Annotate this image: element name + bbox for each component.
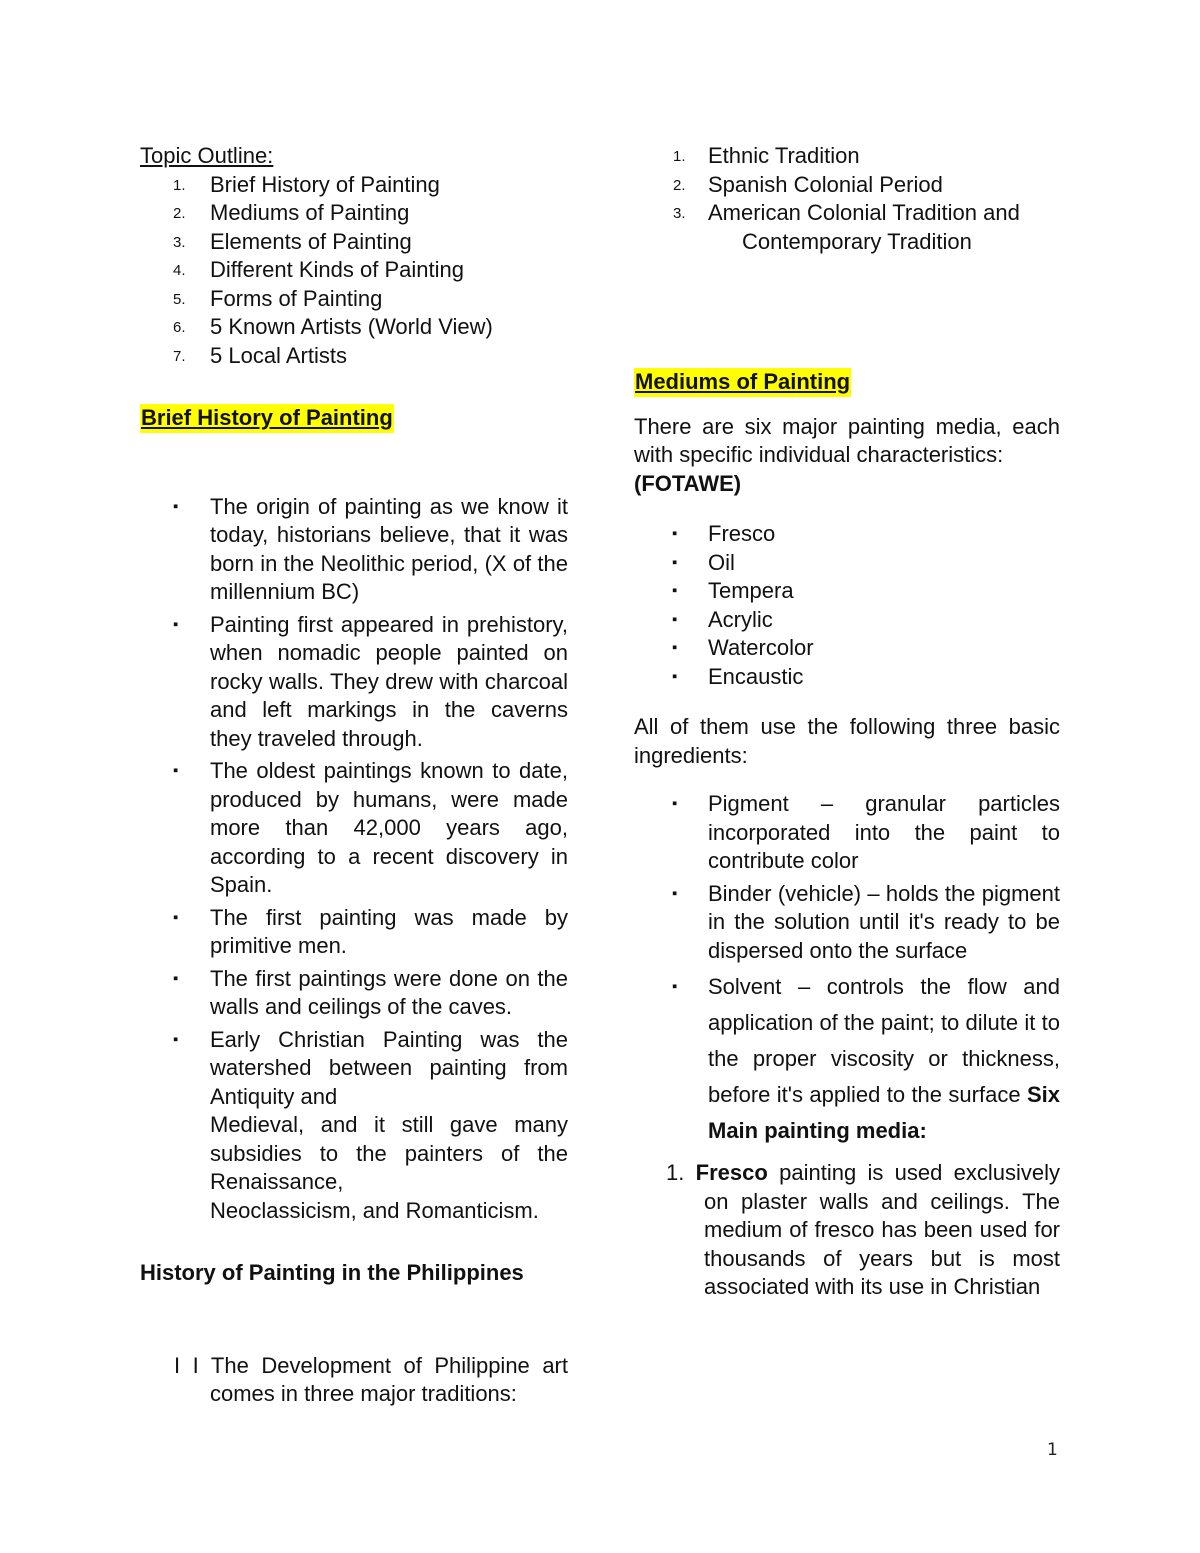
list-item: ▪ The oldest paintings known to date, produced by humans, were made more than 42,000 years ago, according to a recent discovery in Spain. <box>173 758 568 897</box>
history-bullets <box>140 493 568 1226</box>
ingredients-list <box>634 790 1060 1149</box>
list-item: ▪ Solvent – controls the flow and application of the paint; to dilute it to the proper viscosity or thickness, before it's applied to the surface Six Main painting media: <box>672 974 1060 1143</box>
right-column <box>634 142 1060 1302</box>
list-item: ▪ Binder (vehicle) – holds the pigment in the solution until it's ready to be dispersed onto the surface <box>672 880 1060 963</box>
traditions-list <box>634 142 1060 228</box>
list-item: 6. 5 Known Artists (World View) <box>173 314 493 339</box>
list-item: 3. Elements of Painting <box>173 228 412 254</box>
list-item: 4. Different Kinds of Painting <box>173 257 464 282</box>
list-item: ▪ Tempera <box>672 578 794 603</box>
list-item: 5. Forms of Painting <box>173 285 383 311</box>
list-item: ▪ The first painting was made by primitive men. <box>173 904 568 958</box>
media-list <box>634 520 1060 691</box>
mediums-heading: Mediums of Painting <box>634 368 851 397</box>
list-item: 3. American Colonial Tradition and <box>673 200 1020 225</box>
page-number: 1 <box>1047 1440 1058 1460</box>
list-item: ▪ Pigment – granular particles incorporated into the paint to contribute color <box>672 791 1060 873</box>
list-item: 2. Mediums of Painting <box>173 200 410 225</box>
list-item: ▪ Early Christian Painting was the watershed between painting from Antiquity and Medieval, and it still gave many subsidies to the painters of the Renaissance, Neoclassicism, and Romanticism. <box>173 1026 568 1223</box>
list-item: ▪ Painting first appeared in prehistory, when nomadic people painted on rocky walls. They drew with charcoal and left markings in the caverns they traveled through. <box>173 611 568 751</box>
traditions-continuation: Contemporary Tradition <box>742 228 972 254</box>
brief-history-heading: Brief History of Painting <box>140 404 394 433</box>
philippines-heading: History of Painting in the Philippines <box>140 1260 524 1285</box>
left-column <box>140 142 568 1409</box>
list-item: 2. Spanish Colonial Period <box>673 171 943 197</box>
list-item: ▪ Encaustic <box>672 663 804 689</box>
topic-outline-list <box>140 171 568 371</box>
list-item: 7. 5 Local Artists <box>173 342 347 368</box>
outline-title: Topic Outline: <box>140 143 274 168</box>
fresco-paragraph: 1. Fresco painting is used exclusively on plaster walls and ceilings. The medium of fresco has been used for thousands of years but is most associated with its use in Christian <box>666 1160 1060 1299</box>
list-item: ▪ Watercolor <box>672 635 814 660</box>
list-item: ▪ The first paintings were done on the walls and ceilings of the caves. <box>173 965 568 1019</box>
list-item: 1. Ethnic Tradition <box>673 143 860 168</box>
ingredients-intro: All of them use the following three basic ingredients: <box>634 714 1060 768</box>
list-item: ▪ The origin of painting as we know it today, historians believe, that it was born in the Neolithic period, (X of the millennium BC) <box>173 493 568 604</box>
philippines-intro: I I The Development of Philippine art comes in three major traditions: <box>174 1352 568 1406</box>
list-item: ▪ Fresco <box>672 521 776 546</box>
list-item: ▪ Oil <box>672 549 735 575</box>
mediums-intro: There are six major painting media, each with specific individual characteristics: (FOTAWE) <box>634 413 1060 496</box>
list-item: 1. Brief History of Painting <box>173 171 440 197</box>
list-item: ▪ Acrylic <box>672 606 773 632</box>
